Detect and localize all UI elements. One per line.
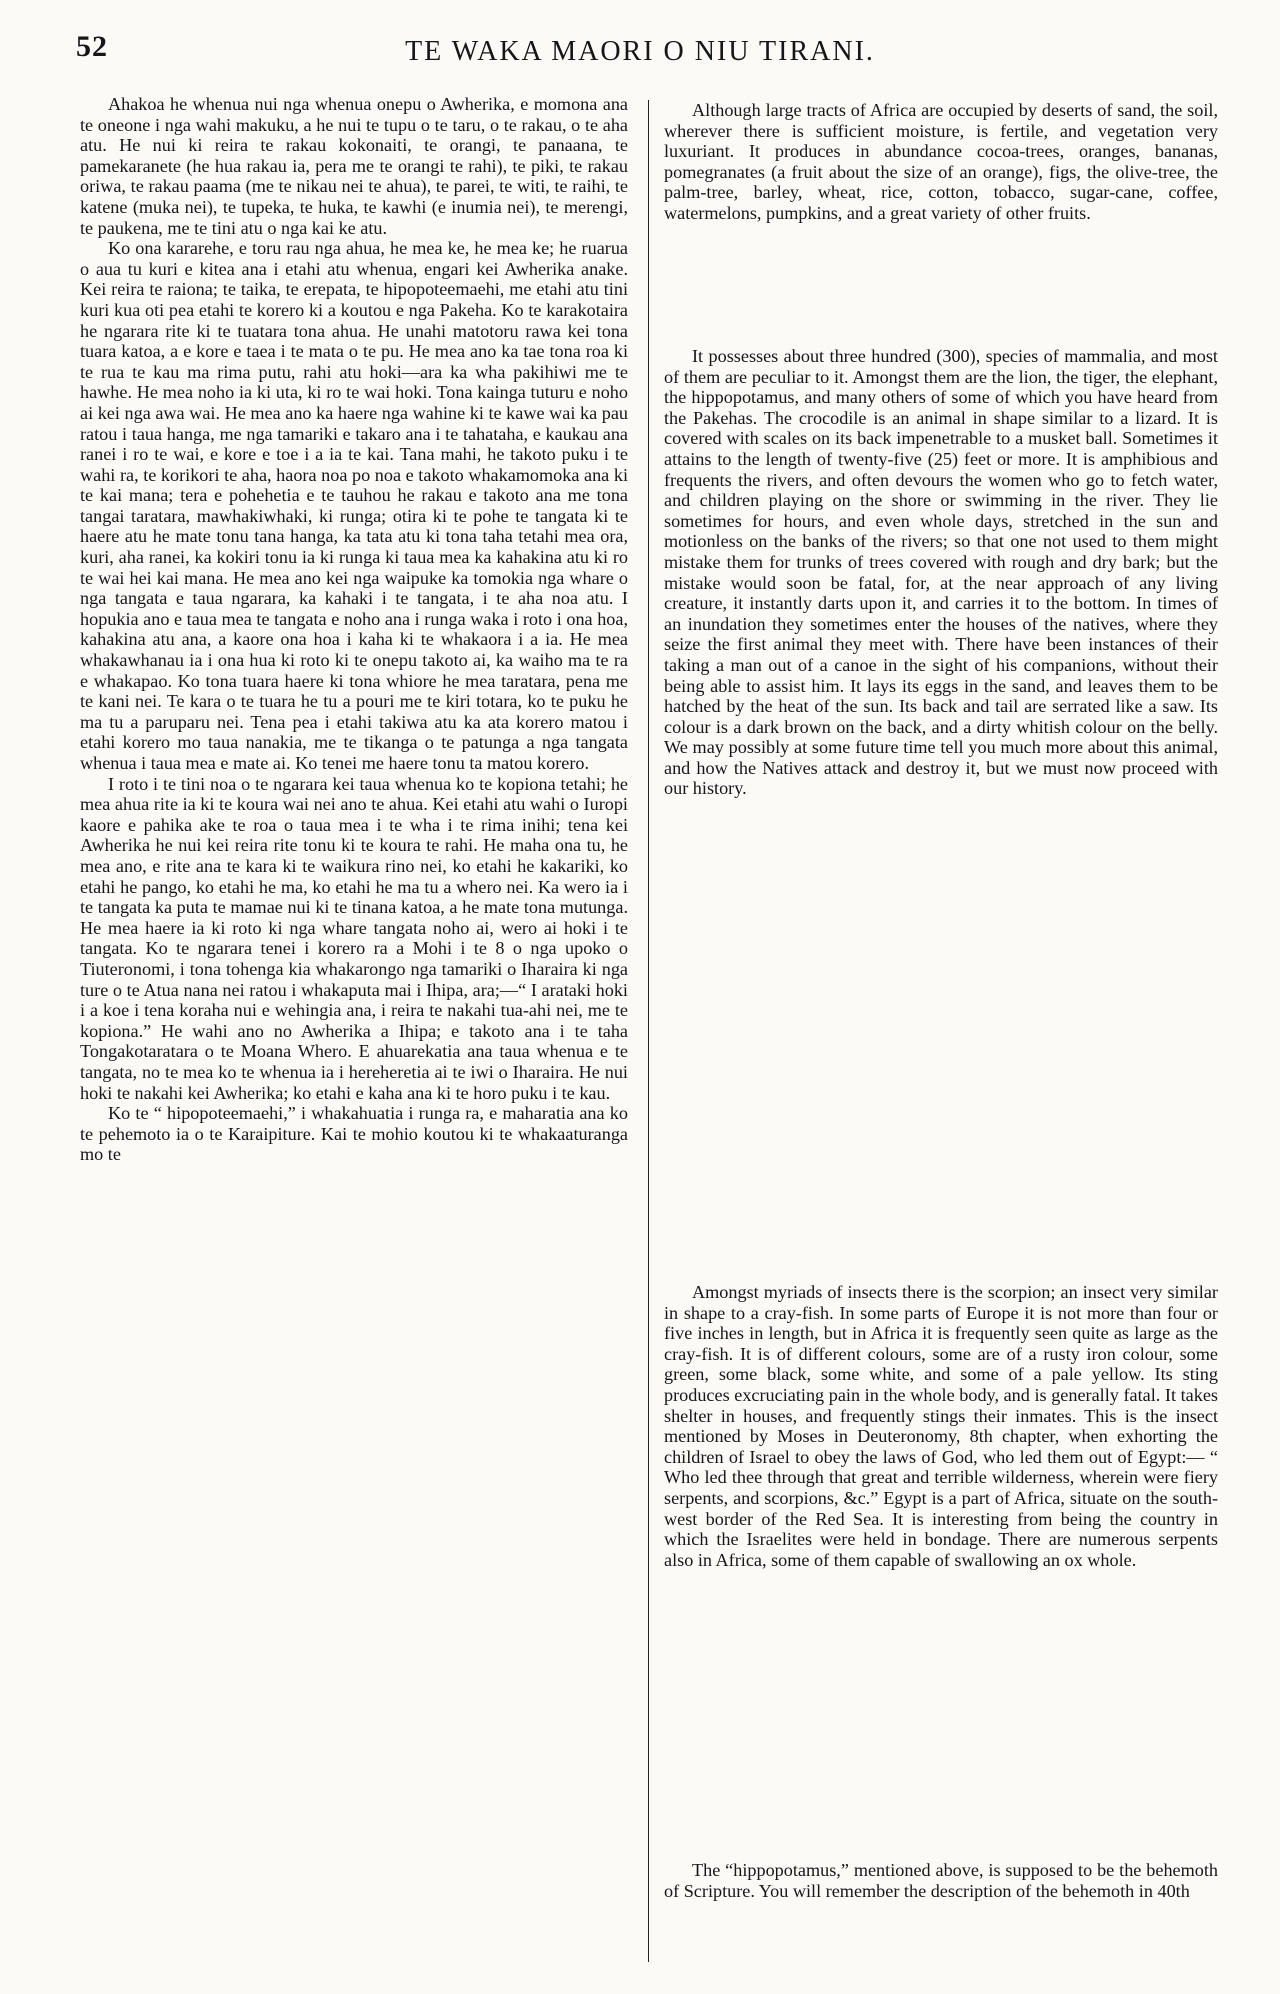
maori-paragraph-hippopotamus: Ko te “ hipopoteemaehi,” i whakahuatia i runga ra, e maharatia ana ko te pehemoto ia o te Karaipiture. Kai te mohio koutou ki te whakaaturanga mo te [80, 1103, 628, 1165]
english-paragraph-plants-text: Although large tracts of Africa are occupied by deserts of sand, the soil, wherever there is sufficient moisture, is fertile, and vegetation very luxuriant. It produces in abundance cocoa-trees, oranges, bananas, pomegranates (a fruit about the size of an orange), figs, the olive-tree, the palm-tree, barley, wheat, rice, cotton, tobacco, sugar-cane, coffee, watermelons, pumpkins, and a great variety of other fruits. [664, 100, 1218, 223]
english-paragraph-animals-text: It possesses about three hundred (300), species of mammalia, and most of them are peculiar to it. Amongst them are the lion, the tiger, the elephant, the hippopotamus, and many others of some of which you have heard from the Pakehas. The crocodile is an animal in shape similar to a lizard. It is covered with scales on its back impenetrable to a musket ball. Sometimes it attains to the length of twenty-five (25) feet or more. It is amphibious and frequents the rivers, and often devours the women who go to fetch water, and children playing on the shore or swimming in the river. They lie sometimes for hours, and even whole days, stretched in the sun and motionless on the banks of the rivers; so that one not used to them might mistake them for trunks of trees covered with rough and dry bark; but the mistake would soon be fatal, for, at the near approach of any living creature, it instantly darts upon it, and carries it to the bottom. In times of an inundation they sometimes enter the houses of the natives, where they seize the first animal they meet with. There have been instances of their taking a man out of a canoe in the sight of his companions, without their being able to assist him. It lays its eggs in the sand, and leaves them to be hatched by the heat of the sun. Its back and tail are serrated like a saw. Its colour is a dark brown on the back, and a dirty whitish colour on the belly. We may possibly at some future time tell you much more about this animal, and how the Natives attack and destroy it, but we must now proceed with our history. [664, 346, 1218, 799]
english-paragraph-scorpion-text: Amongst myriads of insects there is the scorpion; an insect very similar in shape to a cray-fish. In some parts of Europe it is not more than four or five inches in length, but in Africa it is frequently seen quite as large as the cray-fish. It is of different colours, some are of a rusty iron colour, some green, some black, some white, and some of a pale yellow. Its sting produces excruciating pain in the whole body, and is generally fatal. It takes shelter in houses, and frequently stings their inmates. This is the insect mentioned by Moses in Deuteronomy, 8th chapter, when exhorting the children of Israel to obey the laws of God, who led them out of Egypt:— “ Who led thee through that great and terrible wilderness, wherein were fiery serpents, and scorpions, &c.” Egypt is a part of Africa, situate on the south-west border of the Red Sea. It is interesting from being the country in which the Israelites were held in bondage. There are numerous serpents also in Africa, some of them capable of swallowing an ox whole. [664, 1282, 1218, 1570]
english-paragraph-hippopotamus [664, 1860, 1218, 1901]
page-header [0, 30, 1280, 80]
english-paragraph-animals [664, 346, 1218, 799]
maori-paragraph-scorpion: I roto i te tini noa o te ngarara kei taua whenua ko te kopiona tetahi; he mea ahua rite ia ki te koura wai nei ano te ahua. Kei etahi atu wahi o Iuropi kaore e pahika ake te roa o taua mea i te wha i te rima inihi; tena kei Awherika he nui kei reira rite tonu ki te koura te rahi. He maha ona tu, he mea ano, e rite ana te kara ki te waikura rino nei, ko etahi he kakariki, ko etahi he pango, ko etahi he ma, ko etahi he ma tu a whero nei. Ka wero ia i te tangata ka puta te mamae nui ki te tinana katoa, a he mate tona mutunga. He mea haere ia ki roto ki nga whare tangata noho ai, wero ai hoki i te tangata. Ko te ngarara tenei i korero ra a Mohi i te 8 o nga upoko o Tiuteronomi, i tona tohenga kia whakarongo nga tamariki o Iharaira ki nga ture o te Atua nana nei ratou i whakaputa mai i Ihipa, ara;—“ I arataki hoki i a koe i tena koraha nui e wehingia ana, i reira te nakahi tua-ahi nei, me te kopiona.” He wahi ano no Awherika a Ihipa; e takoto ana i te taha Tongakotaratara o te Moana Whero. E ahuarekatia ana taua whenua e te tangata, no te mea ko te whenua ia i hereheretia ai te iwi o Iharaira. He nui hoki te nakahi kei Awherika; ko etahi e kaha ana ki te horo puku i te kau. [80, 773, 628, 1103]
english-paragraph-scorpion [664, 1282, 1218, 1570]
page-number: 52 [76, 30, 108, 63]
maori-column [80, 94, 628, 1165]
english-paragraph-plants [664, 100, 1218, 224]
maori-paragraph-plants: Ahakoa he whenua nui nga whenua onepu o Awherika, e momona ana te oneone i nga wahi makuku, a he nui te tupu o te taru, o te rakau, o te aha atu. He nui ki reira te rakau kokonaiti, te orangi, te panaana, te pamekaranete (he hua rakau ia, pera me te orangi te rahi), te piki, te rakau oriwa, te rakau paama (me te nikau nei te ahua), te parei, te witi, te raihi, te katene (muka nei), te tupeka, te huka, te kawhi (e inumia nei), te merengi, te paukena, me te tini atu o nga kai ke atu. [80, 94, 628, 238]
maori-paragraph-animals: Ko ona kararehe, e toru rau nga ahua, he mea ke, he mea ke; he ruarua o aua tu kuri e kitea ana i etahi atu whenua, engari kei Awherika anake. Kei reira te raiona; te taika, te erepata, te hipopoteemaehi, me etahi atu tini kuri kua oti pea etahi te korero ki a koutou e nga Pakeha. Ko te karakotaira he ngarara rite ki te tuatara tona ahua. He unahi matotoru rawa kei tona tuara katoa, a e kore e taea i te mata o te pu. He mea ano ka tae tona roa ki te rua te kau ma rima putu, rahi atu hoki—ara ka wha pakihiwi me te hawhe. He mea noho ia ki uta, ki ro te wai hoki. Tona kainga tuturu e noho ai kei nga awa wai. He mea ano ka haere nga wahine ki te kawe wai ka pau ratou i taua hanga, me nga tamariki e takaro ana i te tahataha, e kaukau ana ranei i ro te wai, e kore e toe i a ia te kai. Tana mahi, he takoto puku i te wahi ra, te korikori te aha, haora noa po noa e takoto whakamomoka ana ki te kai mana; tera e pohehetia e te tauhou he rakau e takoto ana me tona tangai taratara, mawhakiwhaki, ki runga; otira ki te pohe te tangata ki te haere atu he mate tonu tana hanga, ka tata atu ki tona taha tetahi mea ora, kuri, aha ranei, ka kokiri tonu ia ki runga ki taua mea ka kahakina atu ki ro te wai hei kai mana. He mea ano kei nga waipuke ka tomokia nga whare o nga tangata e taua ngarara, ka kahaki i te tangata, i te aha noa atu. I hopukia ano e taua mea te tangata e noho ana i runga waka i roto i ona hoa, kahakina atu ana, a kaore ona hoa i kaha ki te whakaora i a ia. He mea whakawhanau ia i ona hua ki roto ki te onepu takoto ai, ka waiho ma te ra e whakapao. Ko tona tuara haere ki tona whiore he mea taratara, pena me te kani nei. Te kara o te tuara he tu a pouri me te kiri totara, ko te puku he ma tu a paruparu nei. Tena pea i etahi takiwa atu ka ata korero matou i etahi korero mo taua nanakia, me te tikanga o te patunga a nga tangata whenua i taua mea e mate ai. Ko tenei me haere tonu ta matou korero. [80, 238, 628, 773]
running-title: TE WAKA MAORI O NIU TIRANI. [405, 36, 875, 67]
column-divider [648, 100, 649, 1962]
english-paragraph-hippopotamus-text: The “hippopotamus,” mentioned above, is supposed to be the behemoth of Scripture. You will remember the description of the behemoth in 40th [664, 1860, 1218, 1901]
